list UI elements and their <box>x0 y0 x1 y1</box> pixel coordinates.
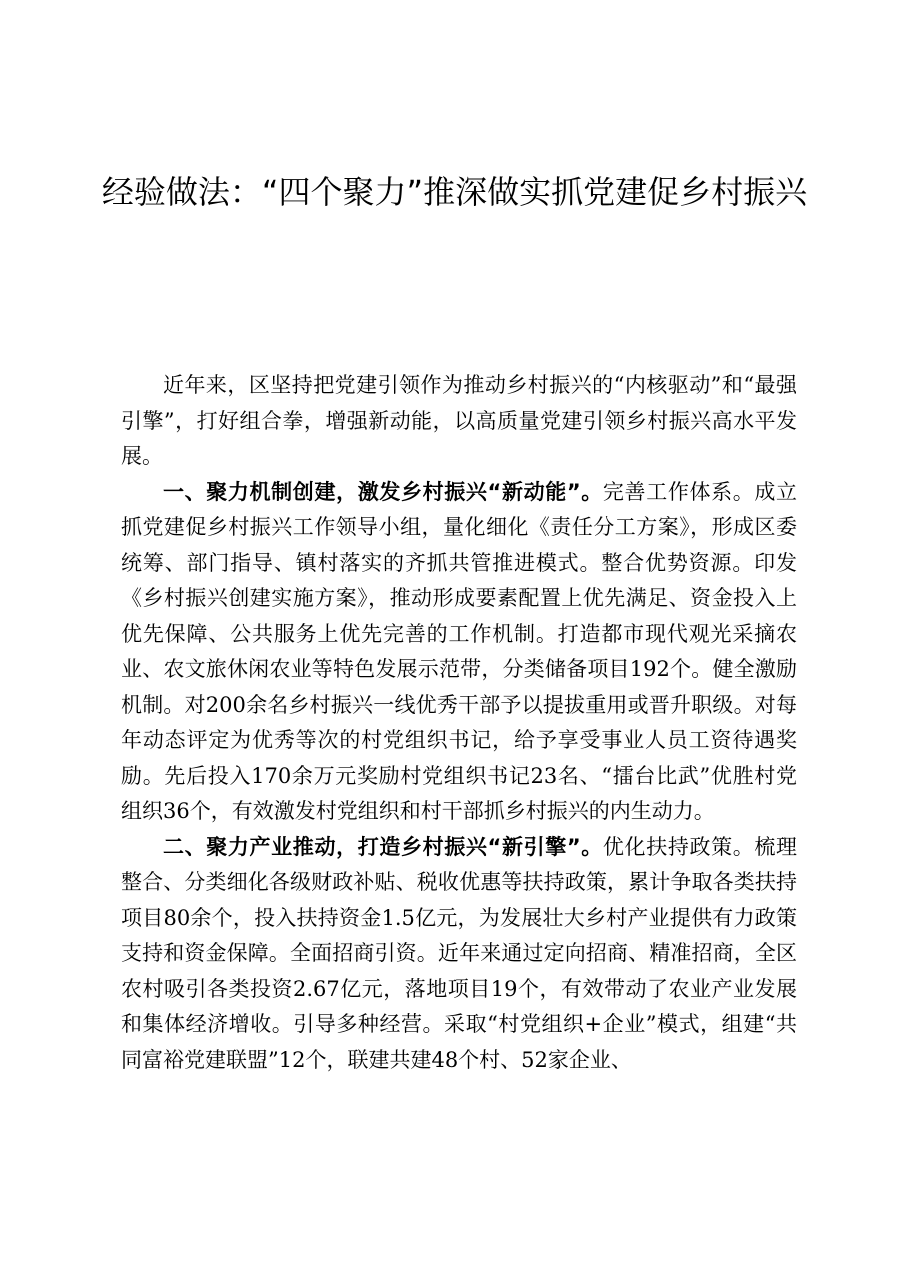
paragraph-intro <box>121 368 797 475</box>
paragraph-text: 完善工作体系。成立抓党建促乡村振兴工作领导小组，量化细化《责任分工方案》，形成区委统筹、部门指导、镇村落实的齐抓共管推进模式。整合优势资源。印发《乡村振兴创建实施方案》，推动形成要素配置上优先满足、资金投入上优先保障、公共服务上优先完善的工作机制。打造都市现代观光采摘农业、农文旅休闲农业等特色发展示范带，分类储备项目192个。健全激励机制。对200余名乡村振兴一线优秀干部予以提拔重用或晋升职级。对每年动态评定为优秀等次的村党组织书记，给予享受事业人员工资待遇奖励。先后投入170余万元奖励村党组织书记23名、“擂台比武”优胜村党组织36个，有效激发村党组织和村干部抓乡村振兴的内生动力。 <box>121 479 797 823</box>
paragraph-text: 近年来，区坚持把党建引领作为推动乡村振兴的“内核驱动”和“最强引擎”，打好组合拳，增强新动能，以高质量党建引领乡村振兴高水平发展。 <box>121 373 797 468</box>
paragraph-section-one <box>121 475 797 830</box>
section-heading: 一、聚力机制创建，激发乡村振兴“新动能”。 <box>163 479 603 504</box>
paragraph-text: 优化扶持政策。梳理整合、分类细化各级财政补贴、税收优惠等扶持政策，累计争取各类扶持项目80余个，投入扶持资金1.5亿元，为发展壮大乡村产业提供有力政策支持和资金保障。全面招商引资。近年来通过定向招商、精准招商，全区农村吸引各类投资2.67亿元，落地项目19个，有效带动了农业产业发展和集体经济增收。引导多种经营。采取“村党组织+企业”模式，组建“共同富裕党建联盟”12个，联建共建48个村、52家企业、 <box>121 834 797 1072</box>
document-body <box>121 368 797 1078</box>
document-title: 经验做法：“四个聚力”推深做实抓党建促乡村振兴 <box>101 173 808 211</box>
section-heading: 二、聚力产业推动，打造乡村振兴“新引擎”。 <box>163 834 603 859</box>
paragraph-section-two <box>121 830 797 1079</box>
